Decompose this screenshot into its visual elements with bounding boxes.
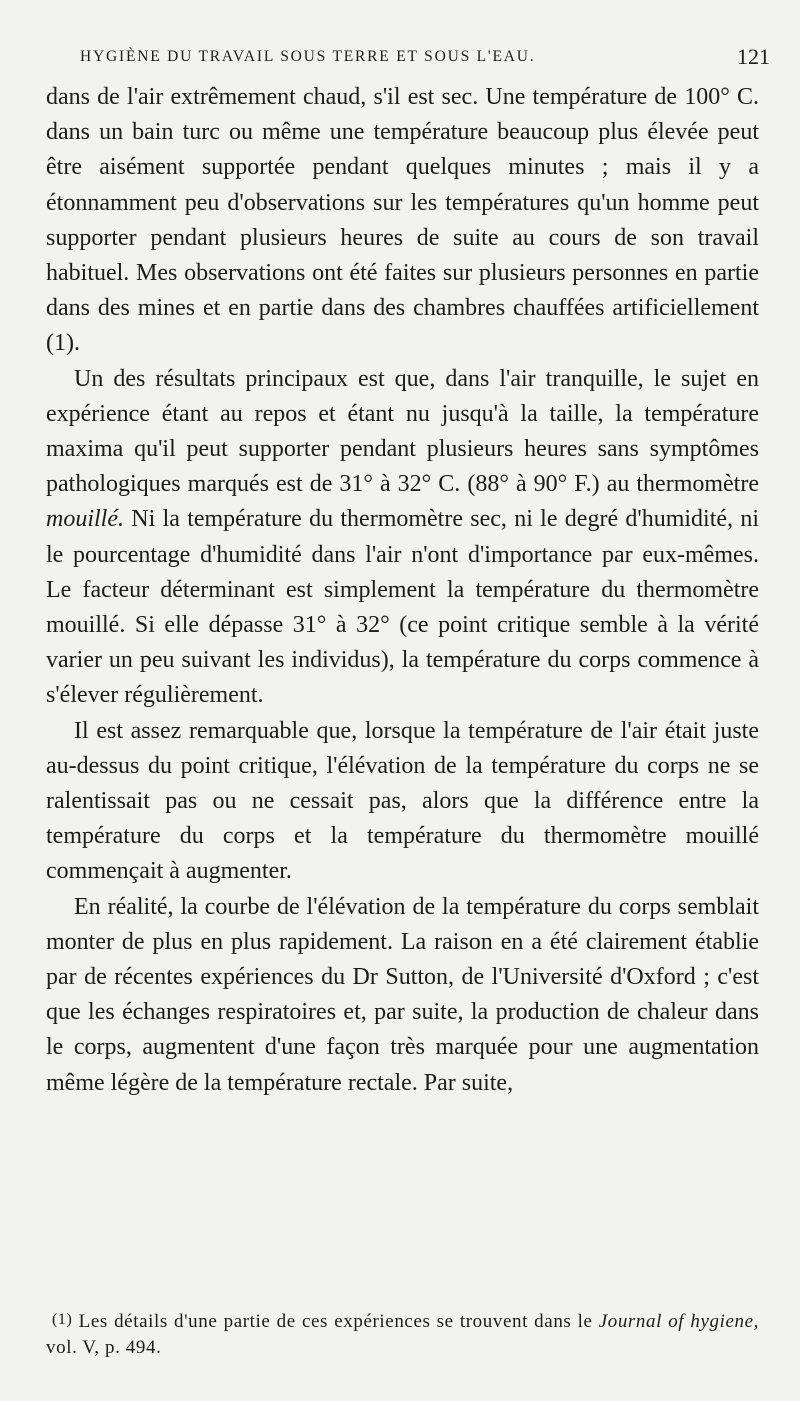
footnote [46, 1307, 759, 1361]
running-header [80, 44, 770, 74]
running-title: HYGIÈNE DU TRAVAIL SOUS TERRE ET SOUS L'EAU. [80, 48, 536, 65]
paragraph-2-text-b: Ni la température du thermomètre sec, ni le degré d'humidité, ni le pourcentage d'humidité dans l'air n'ont d'importance par eux-mêmes. Le facteur déterminant est simplement la température du thermomètre mouillé. Si elle dépasse 31° à 32° (ce point critique semble à la vérité varier un peu suivant les individus), la température du corps commence à s'élever régulièrement. [46, 506, 759, 709]
footnote-marker: (1) [52, 1311, 73, 1328]
footnote-journal-title: Journal of hygiene, [598, 1311, 759, 1332]
paragraph-2-text-a: Un des résultats principaux est que, dans l'air tranquille, le sujet en expérience étant au repos et étant nu jusqu'à la taille, la température maxima qu'il peut supporter pendant plusieurs heures sans symptômes pathologiques marqués est de 31° à 32° C. (88° à 90° F.) au thermomètre [46, 365, 759, 498]
paragraph-1: dans de l'air extrêmement chaud, s'il est sec. Une température de 100° C. dans un bain turc ou même une température beaucoup plus élevée peut être aisément supportée pendant quelques minutes ; mais il y a étonnamment peu d'observations sur les températures qu'un homme peut supporter pendant plusieurs heures de suite au cours de son travail habituel. Mes observations ont été faites sur plusieurs personnes en partie dans des mines et en partie dans des chambres chauffées artificiellement (1). [46, 84, 759, 357]
paragraph-2 [46, 362, 759, 714]
footnote-text-b: vol. V, p. 494. [46, 1337, 162, 1358]
footnote-text-a: Les détails d'une partie de ces expériences se trouvent dans le [72, 1311, 599, 1332]
body-text [46, 80, 759, 1101]
page-number: 121 [737, 44, 770, 69]
paragraph-3: Il est assez remarquable que, lorsque la température de l'air était juste au-dessus du point critique, l'élévation de la température du corps ne se ralentissait pas ou ne cessait pas, alors que la différence entre la température du corps et la température du thermomètre mouillé commençait à augmenter. [46, 717, 759, 885]
italic-term-mouille: mouillé. [46, 506, 124, 533]
paragraph-4: En réalité, la courbe de l'élévation de la température du corps semblait monter de plus en plus rapidement. La raison en a été clairement établie par de récentes expériences du Dr Sutton, de l'Université d'Oxford ; c'est que les échanges respiratoires et, par suite, la production de chaleur dans le corps, augmentent d'une façon très marquée pour une augmentation même légère de la température rectale. Par suite, [46, 893, 759, 1096]
